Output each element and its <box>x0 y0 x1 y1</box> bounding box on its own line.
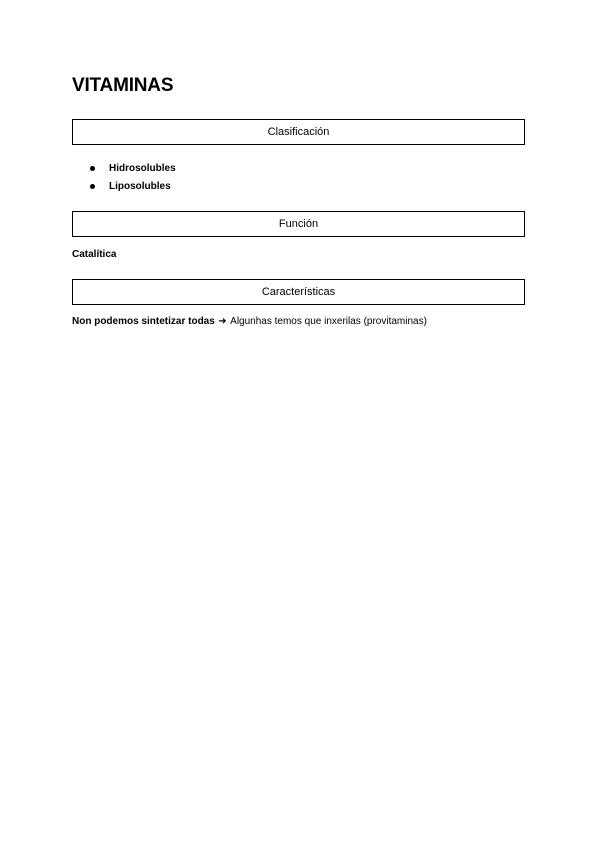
caracteristicas-text-part2: sintetizar todas <box>141 316 215 327</box>
caracteristicas-text-part3: Algunhas temos que inxerilas (provitaminas) <box>230 316 427 327</box>
arrow-right-icon: ➜ <box>214 316 231 327</box>
section-heading-funcion <box>72 211 525 237</box>
caracteristicas-text <box>72 315 427 329</box>
section-heading-clasificacion <box>72 119 525 145</box>
list-item <box>90 160 176 178</box>
funcion-text: Catalítica <box>72 249 117 260</box>
section-heading-label: Características <box>261 286 336 298</box>
section-heading-label: Clasificación <box>267 126 330 138</box>
caracteristicas-text-part1: Non podemos <box>72 316 142 327</box>
section-heading-label: Función <box>278 218 319 230</box>
clasificacion-list <box>90 160 176 196</box>
list-item-label: Liposolubles <box>109 181 171 192</box>
list-item-label: Hidrosolubles <box>109 163 176 174</box>
bullet-icon <box>90 166 95 171</box>
section-heading-caracteristicas <box>72 279 525 305</box>
bullet-icon <box>90 184 95 189</box>
list-item <box>90 178 176 196</box>
page-title: VITAMINAS <box>72 75 174 96</box>
